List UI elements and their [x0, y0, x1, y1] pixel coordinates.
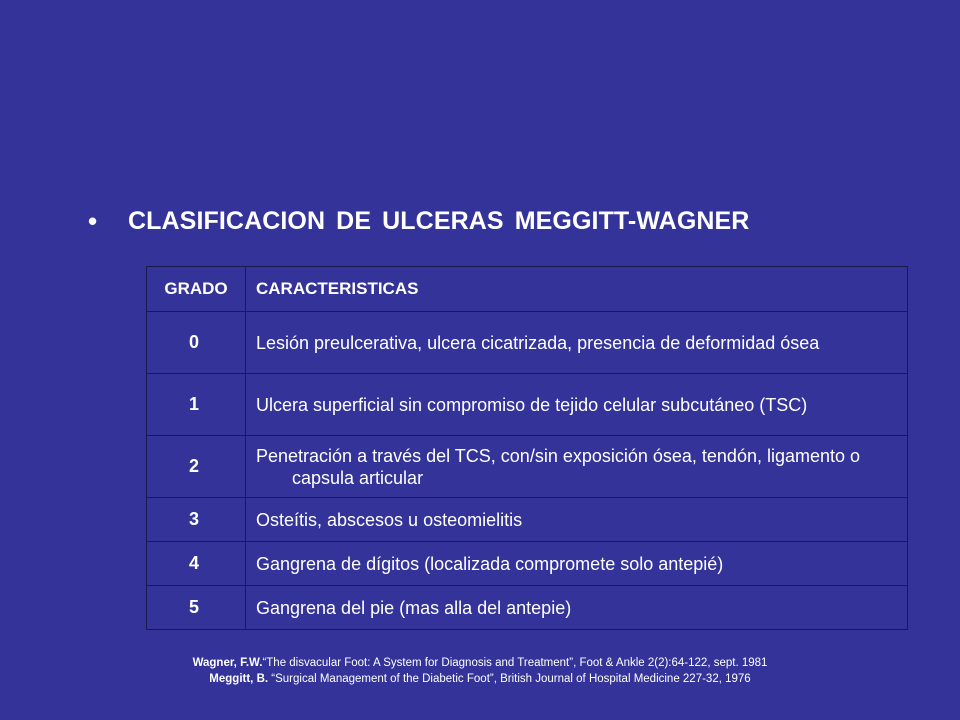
table-row	[147, 586, 908, 630]
bullet-icon: •	[88, 206, 98, 236]
table-row	[147, 436, 908, 498]
reference-text: “The disvacular Foot: A System for Diagnosis and Treatment”, Foot & Ankle 2(2):64-122, sept. 1981	[262, 657, 768, 669]
description-text: Lesión preulcerativa, ulcera cicatrizada, presencia de deformidad ósea	[256, 332, 820, 353]
description-cell	[246, 436, 908, 498]
grade-cell: 5	[147, 586, 246, 630]
description-cell	[246, 374, 908, 436]
reference-text: “Surgical Management of the Diabetic Foot”, British Journal of Hospital Medicine 227-32, 1976	[268, 673, 751, 685]
description-text: Gangrena del pie (mas alla del antepie)	[256, 597, 572, 618]
header-grado: GRADO	[147, 267, 246, 312]
grade-cell: 2	[147, 436, 246, 498]
grade-cell: 3	[147, 498, 246, 542]
table-row	[147, 498, 908, 542]
description-cell	[246, 498, 908, 542]
slide-title: CLASIFICACION DE ULCERAS MEGGITT-WAGNER	[128, 207, 750, 235]
description-text: Gangrena de dígitos (localizada compromete solo antepié)	[256, 553, 724, 574]
reference-author: Wagner, F.W.	[192, 657, 263, 669]
reference-line	[0, 655, 960, 671]
slide-heading-row	[88, 206, 749, 237]
table-row	[147, 374, 908, 436]
description-text: Osteítis, abscesos u osteomielitis	[256, 509, 523, 530]
reference-author: Meggitt, B.	[209, 673, 269, 685]
grade-cell: 0	[147, 312, 246, 374]
table-row	[147, 542, 908, 586]
table-header-row	[147, 267, 908, 312]
description-text: Penetración a través del TCS, con/sin exposición ósea, tendón, ligamento o capsula articular	[256, 445, 861, 488]
header-caracteristicas: CARACTERISTICAS	[246, 267, 908, 312]
grade-cell: 4	[147, 542, 246, 586]
table-row	[147, 312, 908, 374]
description-cell	[246, 586, 908, 630]
references	[0, 655, 960, 687]
description-cell	[246, 542, 908, 586]
description-cell	[246, 312, 908, 374]
wagner-classification-table	[146, 266, 908, 630]
reference-line	[0, 671, 960, 687]
description-text: Ulcera superficial sin compromiso de tejido celular subcutáneo (TSC)	[256, 394, 808, 415]
grade-cell: 1	[147, 374, 246, 436]
